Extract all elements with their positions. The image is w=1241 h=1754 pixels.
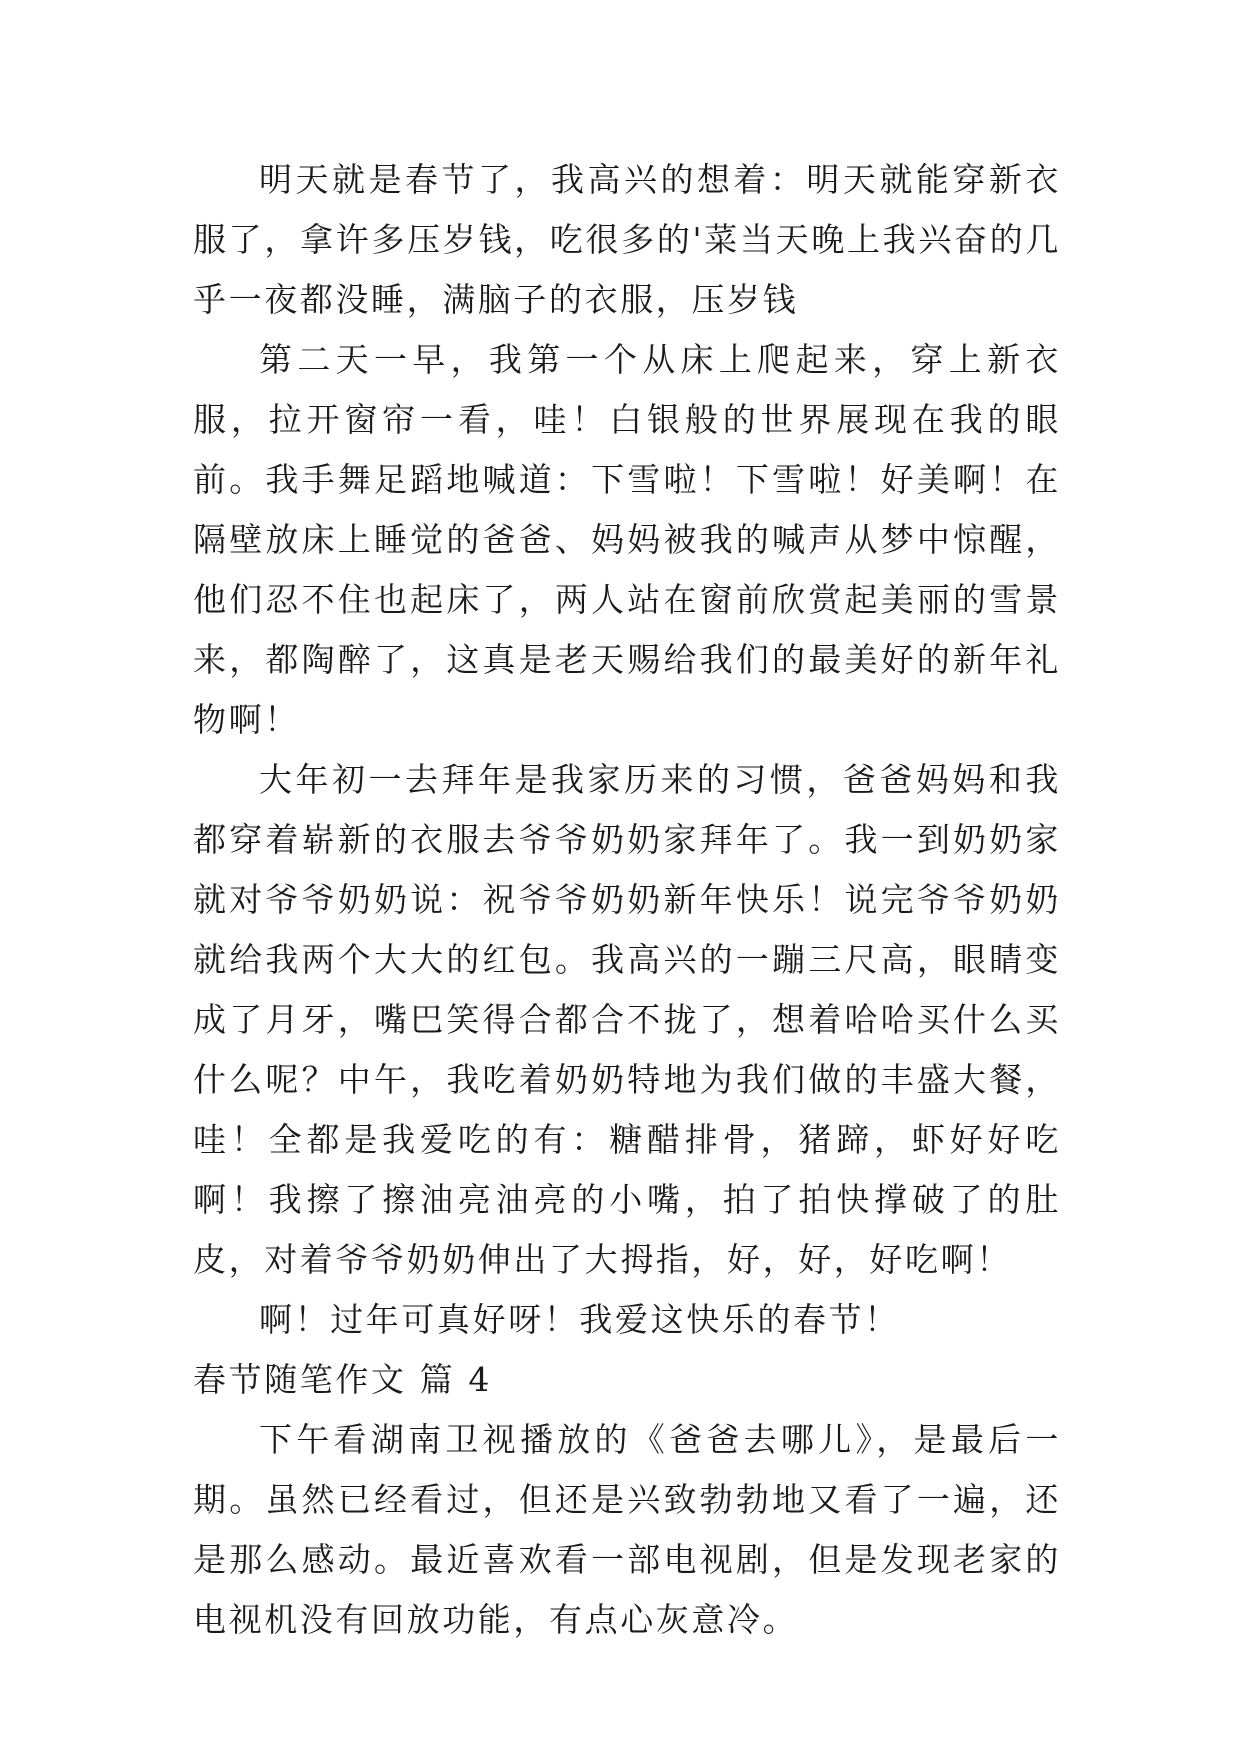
paragraph-new-year-eve: 明天就是春节了，我高兴的想着：明天就能穿新衣服了，拿许多压岁钱，吃很多的'菜当天晚上我兴奋的几乎一夜都没睡，满脑子的衣服，压岁钱 — [193, 160, 1061, 319]
paragraph-visiting-grandparents: 大年初一去拜年是我家历来的习惯，爸爸妈妈和我都穿着崭新的衣服去爷爷奶奶家拜年了。我一到奶奶家就对爷爷奶奶说：祝爷爷奶奶新年快乐！说完爷爷奶奶就给我两个大大的红包。我高兴的一蹦三尺高，眼睛变成了月牙，嘴巴笑得合都合不拢了，想着哈哈买什么买什么呢？中午，我吃着奶奶特地为我们做的丰盛大餐，哇！全都是我爱吃的有：糖醋排骨，猪蹄，虾好好吃啊！我擦了擦油亮油亮的小嘴，拍了拍快撑破了的肚皮，对着爷爷奶奶伸出了大拇指，好，好，好吃啊！ — [193, 760, 1061, 1279]
paragraph-closing-exclamation: 啊！过年可真好呀！我爱这快乐的春节！ — [259, 1300, 900, 1339]
document-body — [193, 150, 1061, 1650]
paragraph-tv-show: 下午看湖南卫视播放的《爸爸去哪儿》，是最后一期。虽然已经看过，但还是兴致勃勃地又看了一遍，还是那么感动。最近喜欢看一部电视剧，但是发现老家的电视机没有回放功能，有点心灰意冷。 — [193, 1420, 1061, 1639]
section-heading: 春节随笔作文 篇 4 — [193, 1360, 492, 1399]
paragraph-snow-morning: 第二天一早，我第一个从床上爬起来，穿上新衣服，拉开窗帘一看，哇！白银般的世界展现在我的眼前。我手舞足蹈地喊道：下雪啦！下雪啦！好美啊！在隔壁放床上睡觉的爸爸、妈妈被我的喊声从梦中惊醒，他们忍不住也起床了，两人站在窗前欣赏起美丽的雪景来，都陶醉了，这真是老天赐给我们的最美好的新年礼物啊！ — [193, 340, 1061, 739]
